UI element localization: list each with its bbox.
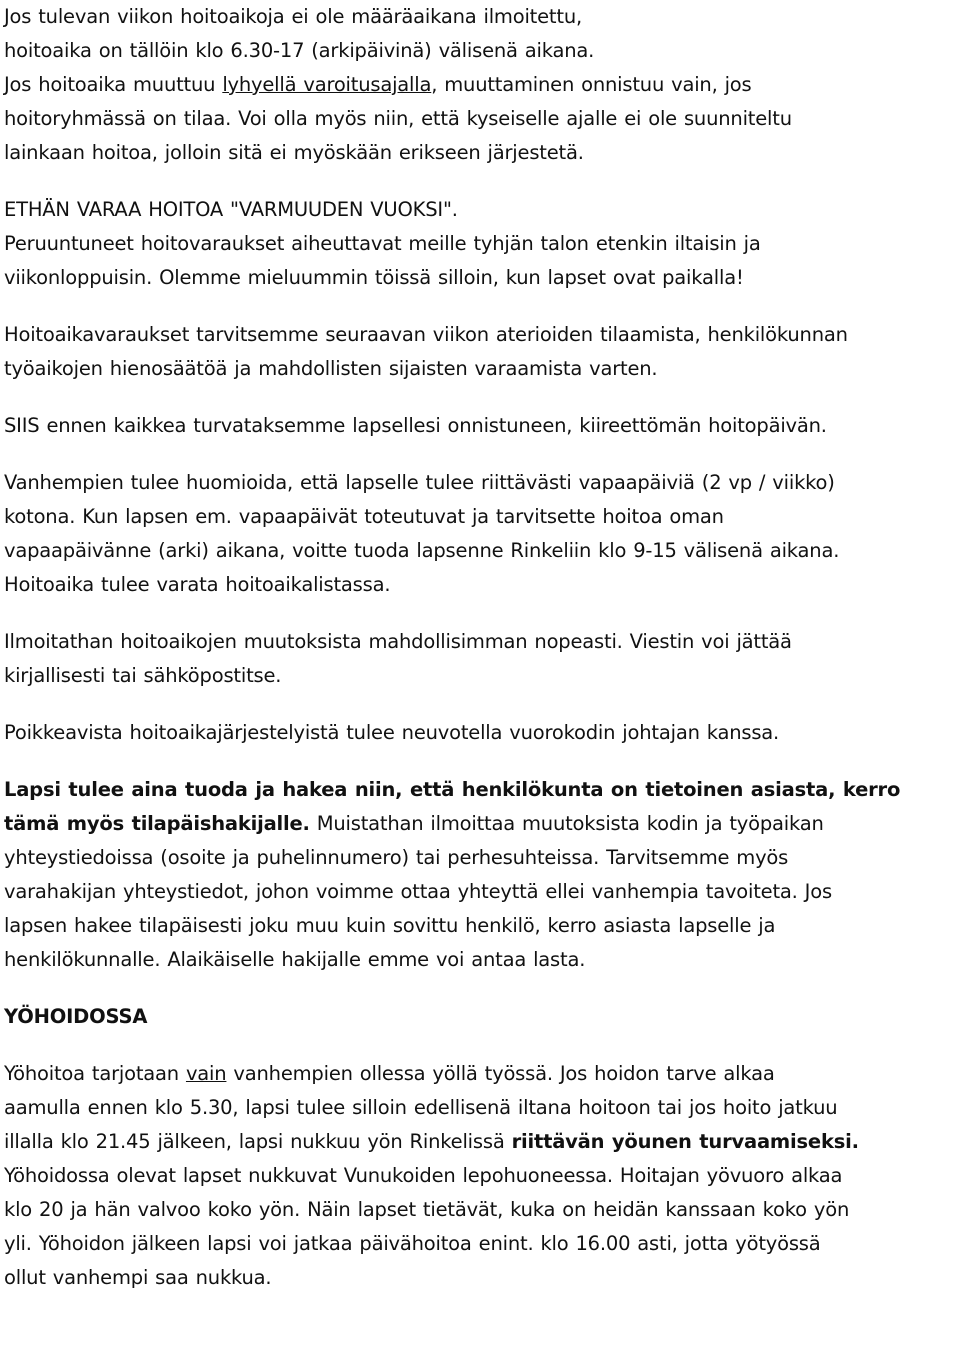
text-run: Jos tulevan viikon hoitoaikoja ei ole määräaikana ilmoitettu, — [4, 5, 582, 28]
text-line — [4, 500, 956, 534]
paragraph — [4, 466, 956, 602]
text-line — [4, 1227, 956, 1261]
text-line — [4, 1125, 956, 1159]
underlined-text: vain — [185, 1062, 227, 1085]
text-line — [4, 466, 956, 500]
paragraph — [4, 773, 956, 977]
bold-text: tämä myös tilapäishakijalle. — [4, 812, 310, 835]
text-line — [4, 773, 956, 807]
text-run: klo 20 ja hän valvoo koko yön. Näin lapset tietävät, kuka on heidän kanssaan koko yön — [4, 1198, 850, 1221]
text-run: Jos hoitoaika muuttuu — [4, 73, 223, 96]
text-run: aamulla ennen klo 5.30, lapsi tulee silloin edellisenä iltana hoitoon tai jos hoito jatkuu — [4, 1096, 838, 1119]
text-run: Ilmoitathan hoitoaikojen muutoksista mahdollisimman nopeasti. Viestin voi jättää — [4, 630, 792, 653]
paragraph — [4, 318, 956, 386]
text-line — [4, 318, 956, 352]
text-line — [4, 568, 956, 602]
text-run: kotona. Kun lapsen em. vapaapäivät toteutuvat ja tarvitsette hoitoa oman — [4, 505, 724, 528]
paragraph-spacer — [4, 386, 956, 409]
text-run: SIIS ennen kaikkea turvataksemme lapsellesi onnistuneen, kiireettömän hoitopäivän. — [4, 414, 827, 437]
bold-text: riittävän yöunen turvaamiseksi. — [511, 1130, 859, 1153]
paragraph-spacer — [4, 750, 956, 773]
text-line — [4, 625, 956, 659]
text-line — [4, 807, 956, 841]
text-run: illalla klo 21.45 jälkeen, lapsi nukkuu yön Rinkelissä — [4, 1130, 512, 1153]
text-line — [4, 409, 956, 443]
text-run: lainkaan hoitoa, jolloin sitä ei myöskään erikseen järjestetä. — [4, 141, 584, 164]
paragraph — [4, 409, 956, 443]
text-line — [4, 68, 956, 102]
paragraph — [4, 625, 956, 693]
text-run: ollut vanhempi saa nukkua. — [4, 1266, 272, 1289]
text-line — [4, 261, 956, 295]
paragraph-spacer — [4, 1034, 956, 1057]
text-run: kirjallisesti tai sähköpostitse. — [4, 664, 282, 687]
bold-text: Lapsi tulee aina tuoda ja hakea niin, että henkilökunta on tietoinen asiasta, kerro — [4, 778, 901, 801]
text-line — [4, 1057, 956, 1091]
text-line — [4, 1193, 956, 1227]
text-run: Muistathan ilmoittaa muutoksista kodin ja työpaikan — [309, 812, 824, 835]
text-line — [4, 1261, 956, 1295]
text-run: Hoitoaikavaraukset tarvitsemme seuraavan viikon aterioiden tilaamista, henkilökunnan — [4, 323, 848, 346]
text-run: lapsen hakee tilapäisesti joku muu kuin sovittu henkilö, kerro asiasta lapselle ja — [4, 914, 776, 937]
paragraph-spacer — [4, 443, 956, 466]
text-run: Vanhempien tulee huomioida, että lapselle tulee riittävästi vapaapäiviä (2 vp / viikko) — [4, 471, 835, 494]
text-line — [4, 193, 956, 227]
paragraph-spacer — [4, 295, 956, 318]
paragraph-spacer — [4, 602, 956, 625]
paragraph — [4, 1057, 956, 1295]
text-line — [4, 227, 956, 261]
text-line — [4, 1091, 956, 1125]
paragraph — [4, 716, 956, 750]
text-run: ETHÄN VARAA HOITOA "VARMUUDEN VUOKSI". — [4, 198, 458, 221]
text-run: Hoitoaika tulee varata hoitoaikalistassa. — [4, 573, 391, 596]
text-run: vanhempien ollessa yöllä työssä. Jos hoidon tarve alkaa — [226, 1062, 775, 1085]
text-run: viikonloppuisin. Olemme mieluummin töissä silloin, kun lapset ovat paikalla! — [4, 266, 744, 289]
text-line — [4, 136, 956, 170]
text-run: henkilökunnalle. Alaikäiselle hakijalle emme voi antaa lasta. — [4, 948, 586, 971]
section-heading — [4, 1000, 956, 1034]
paragraph — [4, 193, 956, 295]
text-run: hoitoaika on tällöin klo 6.30-17 (arkipäivinä) välisenä aikana. — [4, 39, 595, 62]
bold-text: YÖHOIDOSSA — [4, 1005, 148, 1028]
text-line — [4, 659, 956, 693]
paragraph-spacer — [4, 693, 956, 716]
text-line — [4, 909, 956, 943]
text-run: , muuttaminen onnistuu vain, jos — [431, 73, 752, 96]
text-line — [4, 943, 956, 977]
document-page — [4, 0, 956, 1295]
text-run: Poikkeavista hoitoaikajärjestelyistä tulee neuvotella vuorokodin johtajan kanssa. — [4, 721, 780, 744]
text-run: vapaapäivänne (arki) aikana, voitte tuoda lapsenne Rinkeliin klo 9-15 välisenä aikana. — [4, 539, 840, 562]
paragraph-spacer — [4, 170, 956, 193]
text-line — [4, 875, 956, 909]
text-line — [4, 1000, 956, 1034]
text-run: varahakijan yhteystiedot, johon voimme ottaa yhteyttä ellei vanhempia tavoiteta. Jos — [4, 880, 832, 903]
text-run: Yöhoitoa tarjotaan — [4, 1062, 186, 1085]
text-run: Yöhoidossa olevat lapset nukkuvat Vunukoiden lepohuoneessa. Hoitajan yövuoro alkaa — [4, 1164, 843, 1187]
paragraph — [4, 0, 956, 170]
text-run: Peruuntuneet hoitovaraukset aiheuttavat meille tyhjän talon etenkin iltaisin ja — [4, 232, 761, 255]
text-line — [4, 34, 956, 68]
text-run: yhteystiedoissa (osoite ja puhelinnumero) tai perhesuhteissa. Tarvitsemme myös — [4, 846, 789, 869]
text-line — [4, 0, 956, 34]
paragraph-spacer — [4, 977, 956, 1000]
underlined-text: lyhyellä varoitusajalla — [222, 73, 432, 96]
text-line — [4, 102, 956, 136]
text-run: työaikojen hienosäätöä ja mahdollisten sijaisten varaamista varten. — [4, 357, 658, 380]
text-line — [4, 534, 956, 568]
text-line — [4, 841, 956, 875]
text-run: yli. Yöhoidon jälkeen lapsi voi jatkaa päivähoitoa enint. klo 16.00 asti, jotta yötyössä — [4, 1232, 821, 1255]
text-run: hoitoryhmässä on tilaa. Voi olla myös niin, että kyseiselle ajalle ei ole suunniteltu — [4, 107, 792, 130]
text-line — [4, 352, 956, 386]
text-line — [4, 716, 956, 750]
text-line — [4, 1159, 956, 1193]
